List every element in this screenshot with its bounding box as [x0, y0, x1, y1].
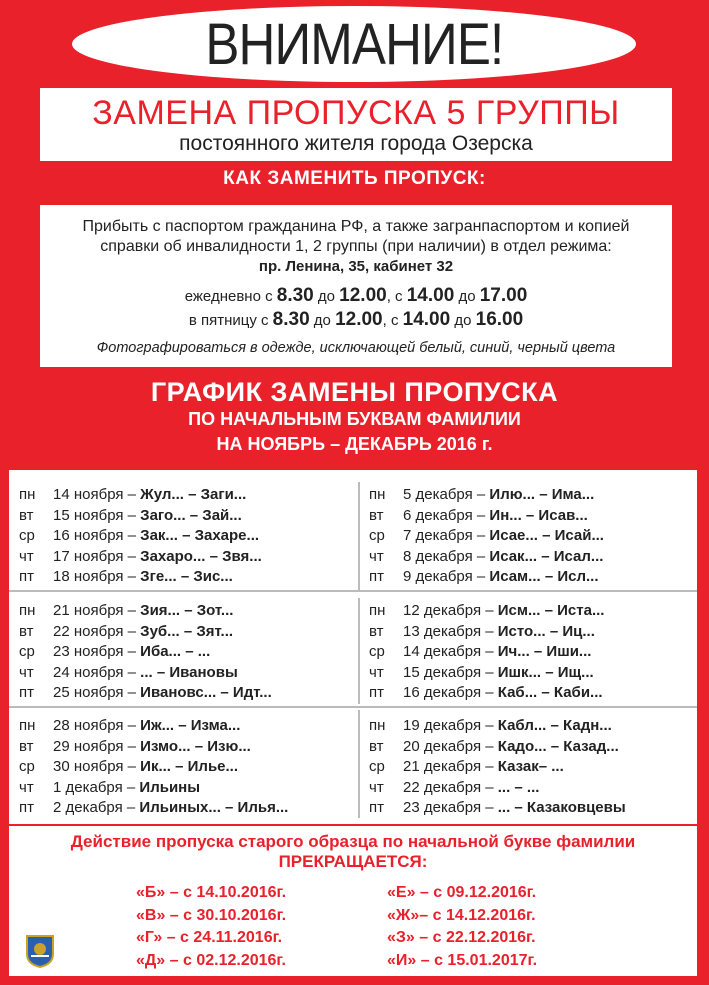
letter-item: «Д» – с 02.12.2016г.: [136, 951, 286, 969]
name-range: Казак– ...: [497, 758, 564, 775]
info-line-1: Прибыть с паспортом гражданина РФ, а также загранпаспортом и копией: [82, 218, 630, 235]
schedule-row: [19, 683, 272, 704]
row-divider: [9, 590, 697, 592]
weekday: ср: [19, 527, 35, 544]
date: 6 декабря –: [403, 506, 490, 524]
name-range: Зия... – Зот...: [140, 602, 234, 619]
name-range: Жул... – Заги...: [140, 486, 247, 503]
weekday: вт: [369, 737, 384, 755]
name-range: ... – Казаковцевы: [497, 799, 626, 816]
date: 25 ноября –: [53, 684, 141, 701]
schedule-column-right: [369, 485, 604, 588]
date: 5 декабря –: [403, 486, 490, 503]
info-box: [40, 205, 672, 367]
date: 17 ноября –: [53, 547, 141, 565]
city-emblem-icon: [25, 934, 55, 968]
schedule-row: [369, 601, 604, 622]
date: 24 ноября –: [53, 663, 141, 681]
date: 14 ноября –: [53, 486, 141, 503]
schedule-subtitle-1: ПО НАЧАЛЬНЫМ БУКВАМ ФАМИЛИИ: [188, 409, 521, 429]
date: 1 декабря –: [53, 778, 140, 796]
column-divider: [358, 710, 360, 818]
name-range: ... – Ивановы: [140, 663, 238, 681]
column-divider: [358, 598, 360, 704]
schedule-title: ГРАФИК ЗАМЕНЫ ПРОПУСКА: [150, 377, 559, 407]
letter-list-left: [136, 882, 286, 972]
office-address: пр. Ленина, 35, кабинет 32: [258, 258, 454, 275]
info-line-2: справки об инвалидности 1, 2 группы (при наличии) в отдел режима:: [100, 238, 612, 255]
weekday: пн: [19, 602, 36, 619]
hours-block: [40, 284, 672, 332]
letter-item: «В» – с 30.10.2016г.: [136, 906, 287, 924]
schedule-row: [19, 642, 272, 663]
weekday: пт: [19, 684, 34, 701]
name-range: Измо... – Изю...: [140, 737, 251, 755]
name-range: Иба... – ...: [140, 643, 211, 660]
date: 19 декабря –: [403, 717, 498, 734]
schedule-row: [19, 506, 262, 527]
weekday: пт: [369, 684, 384, 701]
weekday: пт: [369, 799, 384, 816]
date: 7 декабря –: [403, 527, 490, 544]
name-range: Зуб... – Зят...: [140, 622, 234, 640]
schedule-row: [369, 622, 604, 643]
schedule-column-left: [19, 716, 288, 819]
schedule-row: [19, 622, 272, 643]
schedule-row: [369, 737, 626, 758]
schedule-row: [19, 567, 262, 588]
date: 8 декабря –: [403, 547, 490, 565]
howto-heading: КАК ЗАМЕНИТЬ ПРОПУСК:: [223, 168, 486, 189]
schedule-column-right: [369, 601, 604, 704]
name-range: Зак... – Захаре...: [140, 527, 260, 544]
date: 29 ноября –: [53, 737, 141, 755]
name-range: Исм... – Иста...: [497, 602, 605, 619]
schedule-row: [369, 526, 604, 547]
name-range: Захаро... – Звя...: [140, 547, 262, 565]
date: 2 декабря –: [53, 799, 140, 816]
weekday: чт: [19, 547, 34, 565]
date: 18 ноября –: [53, 568, 141, 585]
name-range: Иж... – Изма...: [140, 717, 241, 734]
date: 22 ноября –: [53, 622, 141, 640]
schedule-row: [19, 663, 272, 684]
letter-list-right: [387, 882, 537, 972]
date: 23 декабря –: [403, 799, 498, 816]
weekday: пн: [369, 602, 386, 619]
schedule-row: [19, 485, 262, 506]
schedule-row: [19, 601, 272, 622]
letter-item: «Б» – с 14.10.2016г.: [136, 884, 287, 901]
date: 12 декабря –: [403, 602, 498, 619]
weekday: пн: [369, 486, 386, 503]
name-range: Ильиных... – Илья...: [139, 799, 289, 816]
date: 23 ноября –: [53, 643, 141, 660]
letter-item: «З» – с 22.12.2016г.: [387, 929, 536, 946]
schedule-row: [369, 547, 604, 568]
schedule-column-left: [19, 601, 272, 704]
schedule-row: [19, 547, 262, 568]
weekday: ср: [19, 643, 35, 660]
schedule-row: [19, 778, 288, 799]
name-range: Кабл... – Кадн...: [497, 717, 612, 734]
name-range: Кадо... – Казад...: [497, 737, 619, 755]
weekday: пт: [19, 799, 34, 816]
weekday: чт: [19, 778, 34, 796]
schedule-row: [369, 716, 626, 737]
name-range: Каб... – Каби...: [497, 684, 603, 701]
date: 9 декабря –: [403, 568, 490, 585]
hours-friday: в пятницу с 8.30 до 12.00, с 14.00 до 16.00: [188, 309, 524, 330]
name-range: Ик... – Илье...: [140, 758, 239, 775]
name-range: ... – ...: [497, 778, 540, 796]
schedule-row: [369, 642, 604, 663]
date: 15 декабря –: [403, 663, 498, 681]
name-range: Илю... – Има...: [489, 486, 595, 503]
schedule-row: [369, 485, 604, 506]
name-range: Ишк... – Ищ...: [497, 663, 594, 681]
name-range: Исам... – Исл...: [489, 568, 599, 585]
attention-banner: [72, 6, 636, 82]
row-divider: [9, 706, 697, 708]
notice-line-1: Действие пропуска старого образца по начальной букве фамилии: [70, 832, 636, 851]
schedule-row: [19, 526, 262, 547]
name-range: Ильины: [139, 778, 201, 796]
date: 28 ноября –: [53, 717, 141, 734]
letter-item: «Ж»– с 14.12.2016г.: [387, 906, 536, 924]
date: 14 декабря –: [403, 643, 498, 660]
date: 16 ноября –: [53, 527, 141, 544]
schedule-row: [19, 757, 288, 778]
schedule-row: [19, 798, 288, 819]
name-range: Исто... – Иц...: [497, 622, 595, 640]
date: 15 ноября –: [53, 506, 141, 524]
page-title: ЗАМЕНА ПРОПУСКА 5 ГРУППЫ: [92, 94, 620, 132]
weekday: вт: [19, 506, 34, 524]
weekday: вт: [369, 506, 384, 524]
name-range: Зге... – Зис...: [140, 568, 233, 585]
schedule-column-left: [19, 485, 262, 588]
weekday: пн: [19, 717, 36, 734]
date: 21 ноября –: [53, 602, 141, 619]
schedule-row: [369, 506, 604, 527]
schedule-row: [369, 778, 626, 799]
schedule-row: [369, 683, 604, 704]
letter-item: «Г» – с 24.11.2016г.: [136, 929, 283, 946]
schedule-row: [369, 757, 626, 778]
name-range: Ин... – Исав...: [489, 506, 588, 524]
letter-item: «И» – с 15.01.2017г.: [387, 951, 538, 969]
date: 20 декабря –: [403, 737, 498, 755]
date: 16 декабря –: [403, 684, 498, 701]
weekday: ср: [369, 527, 385, 544]
weekday: чт: [19, 663, 34, 681]
schedule-table: [9, 470, 697, 824]
hours-daily: ежедневно с 8.30 до 12.00, с 14.00 до 17.00: [184, 285, 528, 306]
notice-line-2: ПРЕКРАЩАЕТСЯ:: [278, 852, 428, 871]
weekday: чт: [369, 547, 384, 565]
schedule-row: [369, 567, 604, 588]
letter-item: «Е» – с 09.12.2016г.: [387, 884, 537, 901]
weekday: вт: [19, 622, 34, 640]
date: 30 ноября –: [53, 758, 141, 775]
weekday: вт: [369, 622, 384, 640]
weekday: пт: [19, 568, 34, 585]
weekday: ср: [369, 758, 385, 775]
weekday: чт: [369, 778, 384, 796]
name-range: Ивановс... – Идт...: [140, 684, 272, 701]
name-range: Ич... – Иши...: [497, 643, 592, 660]
date: 22 декабря –: [403, 778, 498, 796]
name-range: Исак... – Исал...: [489, 547, 604, 565]
column-divider: [358, 482, 360, 592]
notice-box: [9, 826, 697, 976]
title-box: [40, 88, 672, 161]
schedule-row: [19, 737, 288, 758]
date: 13 декабря –: [403, 622, 498, 640]
page-subtitle: постоянного жителя города Озерска: [179, 132, 533, 155]
weekday: пн: [19, 486, 36, 503]
schedule-row: [19, 716, 288, 737]
photo-note: Фотографироваться в одежде, исключающей белый, синий, черный цвета: [96, 340, 616, 356]
weekday: вт: [19, 737, 34, 755]
weekday: пт: [369, 568, 384, 585]
weekday: пн: [369, 717, 386, 734]
schedule-row: [369, 663, 604, 684]
weekday: чт: [369, 663, 384, 681]
schedule-subtitle-2: НА НОЯБРЬ – ДЕКАБРЬ 2016 г.: [216, 434, 493, 454]
weekday: ср: [19, 758, 35, 775]
name-range: Заго... – Зай...: [140, 506, 242, 524]
schedule-column-right: [369, 716, 626, 819]
schedule-row: [369, 798, 626, 819]
weekday: ср: [369, 643, 385, 660]
schedule-heading: [0, 377, 709, 457]
name-range: Исае... – Исай...: [489, 527, 604, 544]
date: 21 декабря –: [403, 758, 498, 775]
attention-text: ВНИМАНИЕ!: [204, 11, 503, 77]
